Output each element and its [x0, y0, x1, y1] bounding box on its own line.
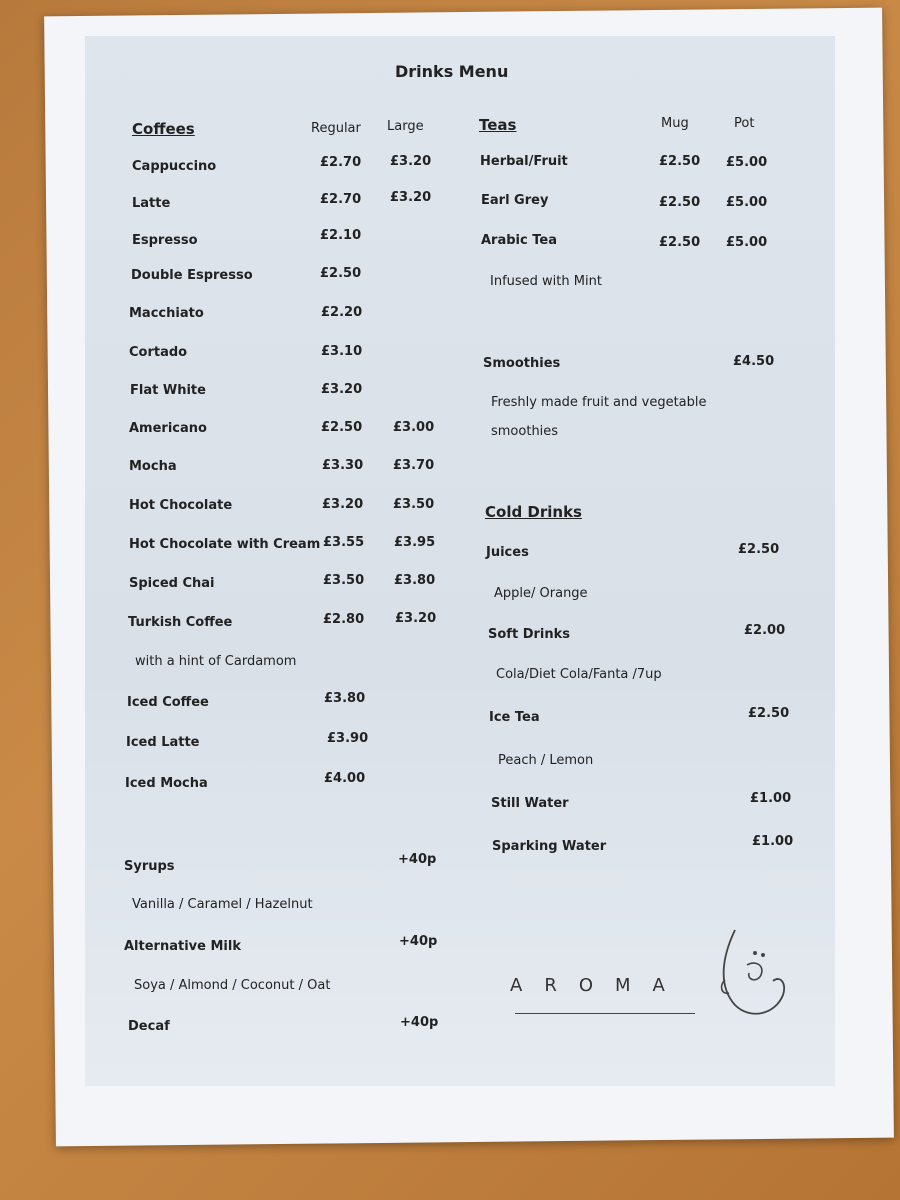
iced-item-price: £3.90: [327, 731, 369, 746]
cold-item-price: £2.50: [748, 706, 790, 721]
coffee-item-large: £3.00: [393, 420, 435, 435]
iced-item-name: Iced Latte: [126, 735, 200, 750]
arabic-tea-note: Infused with Mint: [490, 274, 602, 289]
cold-item-price: £1.00: [752, 834, 794, 849]
smoothies-name: Smoothies: [483, 356, 561, 371]
coffee-item-regular: £2.50: [320, 266, 362, 281]
smoothies-price: £4.50: [733, 354, 775, 369]
tea-item-mug: £2.50: [659, 195, 701, 210]
coffee-item-name: Mocha: [129, 459, 177, 474]
teas-col-mug: Mug: [661, 116, 689, 131]
extra-item-price: +40p: [398, 852, 437, 867]
cold-item-price: £1.00: [750, 791, 792, 806]
tea-item-pot: £5.00: [726, 235, 768, 250]
coffee-item-name: Double Espresso: [131, 268, 253, 283]
coffees-col-large: Large: [387, 119, 424, 134]
extra-item-note: Soya / Almond / Coconut / Oat: [134, 978, 331, 993]
page-title: Drinks Menu: [395, 62, 509, 81]
cold-item-note: Apple/ Orange: [494, 586, 588, 601]
coffee-item-regular: £2.80: [323, 612, 365, 627]
coffee-item-large: £3.20: [395, 611, 437, 626]
coffee-item-large: £3.70: [393, 458, 435, 473]
cold-item-name: Still Water: [491, 796, 569, 811]
cold-drinks-heading: Cold Drinks: [485, 503, 582, 521]
iced-item-name: Iced Coffee: [127, 695, 209, 710]
smoothies-note: smoothies: [491, 424, 559, 439]
coffee-item-regular: £3.55: [323, 535, 365, 550]
iced-item-price: £3.80: [324, 691, 366, 706]
coffee-item-name: Macchiato: [129, 306, 204, 321]
iced-item-price: £4.00: [324, 771, 366, 786]
coffee-item-name: Latte: [132, 196, 171, 211]
coffee-item-name: Hot Chocolate with Cream: [129, 537, 321, 552]
coffee-item-regular: £2.50: [321, 420, 363, 435]
coffee-item-regular: £2.70: [320, 192, 362, 207]
coffee-item-large: £3.20: [390, 154, 432, 169]
smoothies-note: Freshly made fruit and vegetable: [491, 395, 707, 410]
coffee-item-name: Espresso: [132, 233, 198, 248]
iced-item-name: Iced Mocha: [125, 776, 208, 791]
cold-item-name: Ice Tea: [489, 710, 540, 725]
coffee-item-regular: £2.70: [320, 155, 362, 170]
coffee-item-regular: £3.50: [323, 573, 365, 588]
extra-item-name: Alternative Milk: [124, 939, 241, 954]
tea-item-name: Arabic Tea: [481, 233, 557, 248]
aroma-logo: [510, 925, 800, 1035]
cold-item-price: £2.50: [738, 542, 780, 557]
coffee-item-name: Americano: [129, 421, 207, 436]
extra-item-name: Decaf: [128, 1019, 170, 1034]
teas-heading: Teas: [479, 116, 517, 134]
cold-item-name: Soft Drinks: [488, 627, 570, 642]
coffee-item-regular: £2.10: [320, 228, 362, 243]
tea-item-name: Herbal/Fruit: [480, 154, 568, 169]
coffee-item-regular: £3.10: [321, 344, 363, 359]
coffee-item-large: £3.95: [394, 535, 436, 550]
coffee-item-large: £3.50: [393, 497, 435, 512]
extra-item-name: Syrups: [124, 859, 175, 874]
tea-item-pot: £5.00: [726, 195, 768, 210]
logo-calligraphy-icon: [705, 925, 795, 1030]
coffee-item-name: Flat White: [130, 383, 206, 398]
extra-item-note: Vanilla / Caramel / Hazelnut: [132, 897, 313, 912]
teas-col-pot: Pot: [734, 116, 755, 131]
coffee-item-name: Turkish Coffee: [128, 615, 233, 630]
logo-wordmark: AROMA: [510, 975, 687, 996]
coffees-heading: Coffees: [132, 120, 195, 138]
coffee-item-name: Cortado: [129, 345, 188, 360]
cold-item-note: Peach / Lemon: [498, 753, 594, 768]
tea-item-mug: £2.50: [659, 235, 701, 250]
coffee-item-regular: £3.20: [322, 497, 364, 512]
coffee-item-regular: £2.20: [321, 305, 363, 320]
logo-underline: [515, 1013, 695, 1014]
coffee-item-regular: £3.20: [321, 382, 363, 397]
tea-item-name: Earl Grey: [481, 193, 549, 208]
tea-item-mug: £2.50: [659, 154, 701, 169]
cold-item-name: Sparking Water: [492, 839, 607, 854]
cold-item-note: Cola/Diet Cola/Fanta /7up: [496, 667, 662, 682]
coffee-item-name: Hot Chocolate: [129, 498, 233, 513]
coffee-item-regular: £3.30: [322, 458, 364, 473]
coffees-col-regular: Regular: [311, 121, 361, 136]
coffee-item-large: £3.80: [394, 573, 436, 588]
coffee-item-name: Cappuccino: [132, 159, 217, 174]
cold-item-price: £2.00: [744, 623, 786, 638]
extra-item-price: +40p: [399, 934, 438, 949]
tea-item-pot: £5.00: [726, 155, 768, 170]
coffee-item-large: £3.20: [390, 190, 432, 205]
cold-item-name: Juices: [486, 545, 529, 560]
coffee-item-name: Spiced Chai: [129, 576, 215, 591]
extra-item-price: +40p: [400, 1015, 439, 1030]
turkish-coffee-note: with a hint of Cardamom: [135, 654, 297, 669]
